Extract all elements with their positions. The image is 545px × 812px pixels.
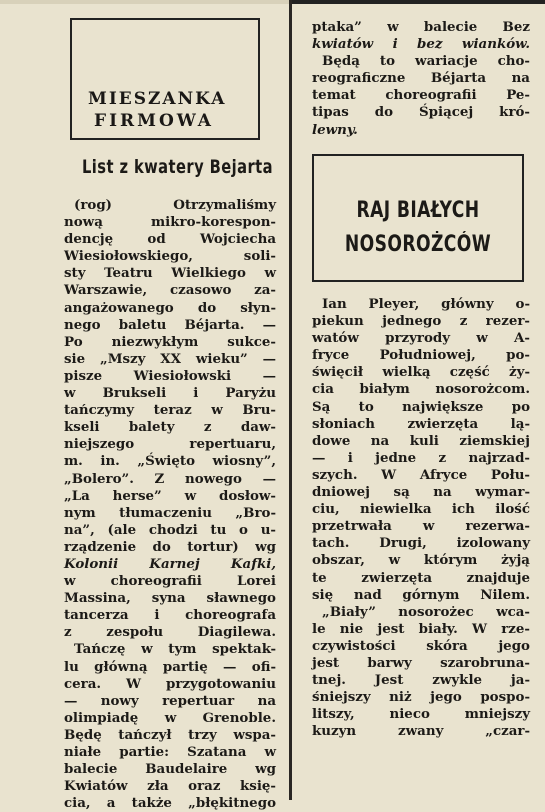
text-line: kseli balety z daw- [64, 419, 276, 436]
text-line: „Bolero”. Z nowego — [64, 470, 276, 487]
text-line: te zwierzęta znajduje [312, 569, 530, 586]
text-line: kwiatów i bez wianków. [312, 36, 530, 53]
text-line: Będą to wariacje cho- [322, 53, 530, 70]
text-line: „La herse” w dosłow- [64, 487, 276, 504]
text-line: angażowanego do słyn- [64, 299, 276, 316]
text-line: le nie jest biały. W rze- [312, 620, 530, 637]
text-line: Warszawie, czasowo za- [64, 282, 276, 299]
text-line: szych. W Afryce Połu- [312, 466, 530, 483]
text-line: Po niezwykłym sukce- [64, 333, 276, 350]
text-line: w Brukseli i Paryżu [64, 385, 276, 402]
text-line: Ian Pleyer, główny o- [322, 296, 530, 312]
column-divider [289, 0, 292, 800]
article-body-left [64, 197, 276, 812]
text-line: dowe na kuli ziemskiej [312, 432, 530, 449]
text-line: litszy, nieco mniejszy [312, 706, 530, 723]
column-title-line-1: MIESZANKA [88, 89, 227, 109]
text-line: obszar, w którym żyją [312, 552, 530, 569]
text-line: śniejszy niż jego pospo- [312, 689, 530, 706]
article-headline-right-line-2: NOSOROŻCÓW [344, 232, 492, 257]
article-headline-right-line-1: RAJ BIAŁYCH [356, 198, 480, 223]
text-line: olimpiadę w Grenoble. [64, 709, 276, 726]
text-line: pisze Wiesiołowski — [64, 367, 276, 384]
text-line: temat choreografii Pe- [312, 87, 530, 104]
text-line: piekun jednego z rezer- [312, 313, 530, 330]
text-line: — i jedne z najrzad- [312, 449, 530, 466]
text-line: cia, a także „błękitnego [64, 795, 276, 812]
text-line: tnej. Jest zwykle ja- [312, 672, 530, 689]
text-line: nową mikro-korespon- [64, 214, 276, 231]
article-body-right [312, 296, 530, 740]
text-line: kuzyn zwany „czar- [312, 723, 530, 740]
text-line: dniowej są na wymar- [312, 484, 530, 501]
text-line: Są to największe po [312, 398, 530, 415]
column-title-line-2: FIRMOWA [94, 111, 214, 131]
text-line: tach. Drugi, izolowany [312, 535, 530, 552]
text-line: ciu, niewielka ich ilość [312, 501, 530, 518]
text-line: niałe partie: Szatana w [64, 744, 276, 760]
text-line: rządzenie do tortur) wg [64, 538, 276, 555]
text-line: jest barwy szarobruna- [312, 654, 530, 671]
text-line: słoniach zwierzęta lą- [312, 415, 530, 432]
text-line: ptaka” w balecie Bez [312, 19, 530, 35]
text-line: się nad górnym Nilem. [312, 586, 530, 603]
article-continuation [312, 19, 530, 139]
text-line: cia białym nosorożcom. [312, 381, 530, 398]
text-line: czywistości skóra jego [312, 637, 530, 654]
text-line: Massina, syna sławnego [64, 590, 276, 607]
column-title [88, 88, 226, 132]
article-headline-left: List z kwatery Bejarta [82, 156, 273, 178]
text-line: przetrwała w rezerwa- [312, 518, 530, 535]
text-line: Tańczę w tym spektak- [74, 641, 276, 658]
text-line: sie „Mszy XX wieku” — [64, 350, 276, 367]
text-line: dencję od Wojciecha [64, 231, 276, 248]
text-line: watów przyrody w A- [312, 330, 530, 347]
text-line: tipas do Śpiącej kró- [312, 104, 530, 121]
text-line: (rog) Otrzymaliśmy [74, 197, 276, 213]
text-line: święcił wielką część ży- [312, 364, 530, 381]
text-line: tańczymy teraz w Bru- [64, 402, 276, 419]
text-line: — nowy repertuar na [64, 692, 276, 709]
text-line: w choreografii Lorei [64, 573, 276, 590]
text-line: Kwiatów zła oraz księ- [64, 778, 276, 795]
text-line: „Biały” nosorożec wca- [322, 603, 530, 620]
text-line: nego baletu Béjarta. — [64, 316, 276, 333]
text-line: na”, (ale chodzi tu o u- [64, 521, 276, 538]
text-line: lu główną partię — ofi- [64, 658, 276, 675]
text-line: tancerza i choreografa [64, 607, 276, 624]
text-line: m. in. „Święto wiosny”, [64, 453, 276, 470]
raj-bialych-nosorozcow-box [312, 154, 524, 282]
text-line: z zespołu Diagilewa. [64, 624, 276, 641]
text-line: lewny. [312, 121, 358, 138]
text-line: nym tłumaczeniu „Bro- [64, 504, 276, 521]
text-line: Będę tańczył trzy wspa- [64, 726, 276, 743]
text-line: niejszego repertuaru, [64, 436, 276, 453]
mieszanka-firmowa-box [70, 18, 260, 140]
top-rule [290, 0, 545, 4]
text-line: balecie Baudelaire wg [64, 761, 276, 778]
text-line: Kolonii Karnej Kafki, [64, 555, 276, 572]
text-line: reograficzne Béjarta na [312, 70, 530, 87]
text-line: cera. W przygotowaniu [64, 675, 276, 692]
text-line: sty Teatru Wielkiego w [64, 265, 276, 282]
text-line: fryce Południowej, po- [312, 347, 530, 364]
text-line: Wiesiołowskiego, soli- [64, 248, 276, 265]
